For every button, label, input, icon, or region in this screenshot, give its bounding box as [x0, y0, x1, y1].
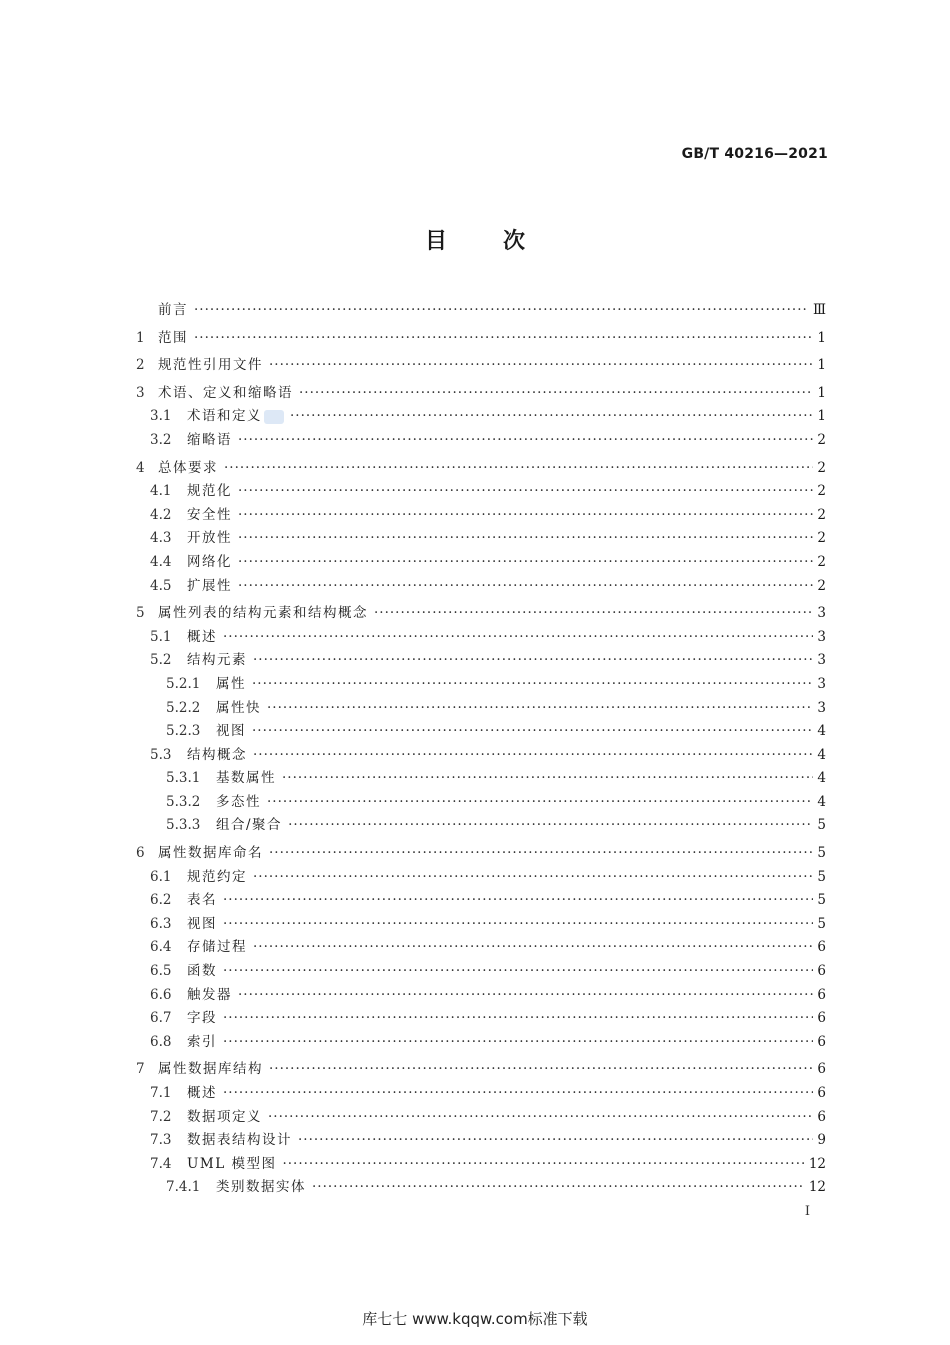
toc-entry[interactable]	[136, 1128, 826, 1152]
toc-entry-page: 2	[817, 553, 826, 570]
highlight-mark-icon	[264, 410, 284, 424]
toc-entry[interactable]	[136, 1105, 826, 1129]
toc-entry-page: 5	[817, 817, 826, 834]
toc-entry[interactable]	[136, 326, 826, 350]
toc-dot-leader	[223, 963, 813, 979]
toc-entry-number: 5.3.1	[166, 770, 201, 787]
toc-entry-page: 6	[817, 1033, 826, 1050]
toc-dot-leader	[269, 845, 813, 861]
toc-entry-page: 4	[817, 770, 826, 787]
toc-entry-title: 视图	[187, 915, 217, 932]
toc-entry-title: 开放性	[187, 530, 232, 547]
toc-entry-number: 7.3	[150, 1132, 172, 1149]
toc-dot-leader	[267, 700, 813, 716]
toc-entry[interactable]	[136, 456, 826, 480]
toc-entry[interactable]	[136, 298, 826, 322]
toc-dot-leader	[252, 676, 813, 692]
toc-dot-leader	[253, 652, 813, 668]
toc-entry-number: 5.1	[150, 628, 172, 645]
toc-entry[interactable]	[136, 404, 826, 428]
toc-entry-page: 1	[817, 357, 826, 374]
toc-entry-page: 6	[817, 1108, 826, 1125]
toc-dot-leader	[224, 460, 813, 476]
toc-entry-page: 3	[817, 652, 826, 669]
toc-entry-number: 3.1	[150, 408, 172, 425]
toc-entry-page: 4	[817, 793, 826, 810]
toc-entry[interactable]	[136, 428, 826, 452]
toc-entry[interactable]	[136, 672, 826, 696]
toc-entry-number: 3	[136, 384, 145, 401]
toc-dot-leader	[269, 1061, 813, 1077]
toc-entry[interactable]	[136, 865, 826, 889]
toc-entry-title: 组合/聚合	[216, 817, 283, 834]
toc-entry[interactable]	[136, 1006, 826, 1030]
toc-entry-page: 5	[817, 868, 826, 885]
toc-entry[interactable]	[136, 959, 826, 983]
toc-entry-number: 5.3	[150, 746, 172, 763]
toc-entry-title: 前言	[158, 302, 188, 318]
table-of-contents	[136, 298, 826, 1199]
toc-entry-page: 6	[817, 1010, 826, 1027]
toc-entry-page: 2	[817, 506, 826, 523]
toc-entry-title: 表名	[187, 892, 217, 909]
toc-entry[interactable]	[136, 1081, 826, 1105]
toc-entry[interactable]	[136, 719, 826, 743]
toc-entry[interactable]	[136, 935, 826, 959]
toc-entry-number: 3.2	[150, 431, 172, 448]
toc-entry-title: 视图	[216, 723, 246, 740]
toc-dot-leader	[223, 1010, 813, 1026]
toc-entry-number: 5.2.1	[166, 675, 201, 692]
toc-entry[interactable]	[136, 526, 826, 550]
toc-entry-page: 6	[817, 963, 826, 980]
toc-entry-page: 3	[817, 605, 826, 622]
toc-entry[interactable]	[136, 1175, 826, 1199]
toc-entry-title: 缩略语	[187, 431, 232, 448]
toc-dot-leader	[238, 432, 813, 448]
toc-entry-page: 4	[817, 746, 826, 763]
toc-entry-title: 术语、定义和缩略语	[158, 384, 293, 401]
toc-entry[interactable]	[136, 381, 826, 405]
toc-dot-leader	[267, 794, 813, 810]
toc-entry[interactable]	[136, 574, 826, 598]
toc-entry[interactable]	[136, 912, 826, 936]
toc-entry-page: 12	[808, 1155, 826, 1172]
toc-entry[interactable]	[136, 1030, 826, 1054]
toc-entry-title: 扩展性	[187, 577, 232, 594]
toc-entry-title: 规范约定	[187, 868, 247, 885]
toc-entry-number: 6.3	[150, 915, 172, 932]
toc-entry-title: 规范化	[187, 483, 232, 500]
toc-entry-number: 4.3	[150, 530, 172, 547]
toc-entry-number: 5.2	[150, 652, 172, 669]
toc-dot-leader	[194, 302, 809, 318]
toc-entry-number: 6.7	[150, 1010, 172, 1027]
toc-entry-page: 2	[817, 577, 826, 594]
toc-entry-number: 6.6	[150, 986, 172, 1003]
toc-entry-page: 2	[817, 530, 826, 547]
toc-entry-number: 5.2.2	[166, 699, 201, 716]
toc-entry-title: 触发器	[187, 986, 232, 1003]
toc-dot-leader	[269, 357, 813, 373]
toc-entry-title: UML 模型图	[187, 1155, 277, 1172]
toc-entry-page: 5	[817, 892, 826, 909]
toc-entry-number: 4.2	[150, 506, 172, 523]
toc-entry-page: 6	[817, 1085, 826, 1101]
toc-entry[interactable]	[136, 983, 826, 1007]
toc-entry-title: 结构概念	[187, 746, 247, 763]
toc-dot-leader	[312, 1179, 805, 1195]
toc-dot-leader	[238, 507, 813, 523]
toc-entry-title: 类别数据实体	[216, 1179, 306, 1196]
toc-entry-number: 6.5	[150, 963, 172, 980]
toc-entry-title: 属性数据库结构	[158, 1061, 263, 1078]
toc-entry[interactable]	[136, 648, 826, 672]
toc-entry-number: 6.2	[150, 892, 172, 909]
toc-entry-number: 7.2	[150, 1108, 172, 1125]
toc-entry-page: 3	[817, 628, 826, 645]
toc-entry-number: 1	[136, 329, 145, 346]
toc-entry-number: 5.2.3	[166, 723, 201, 740]
toc-entry-number: 4.4	[150, 553, 172, 570]
toc-entry-page: 2	[817, 459, 826, 476]
toc-entry-page: 2	[817, 483, 826, 500]
toc-entry-page: 12	[808, 1179, 826, 1196]
toc-entry[interactable]	[136, 888, 826, 912]
toc-dot-leader	[238, 530, 813, 546]
toc-dot-leader	[223, 892, 813, 908]
toc-entry[interactable]	[136, 841, 826, 865]
toc-entry-number: 7	[136, 1061, 145, 1078]
toc-entry[interactable]	[136, 353, 826, 377]
toc-dot-leader	[282, 770, 813, 786]
toc-dot-leader	[223, 1085, 813, 1101]
toc-entry-page: 5	[817, 845, 826, 862]
toc-entry-title: 网络化	[187, 553, 232, 570]
toc-entry-page: 6	[817, 939, 826, 956]
toc-entry[interactable]	[136, 813, 826, 837]
toc-dot-leader	[238, 987, 813, 1003]
toc-entry-title: 安全性	[187, 506, 232, 523]
toc-dot-leader	[288, 817, 813, 833]
toc-entry-number: 7.4	[150, 1155, 172, 1172]
toc-entry-title: 字段	[187, 1010, 217, 1027]
toc-dot-leader	[299, 385, 813, 401]
toc-entry-title: 结构元素	[187, 652, 247, 669]
toc-entry[interactable]	[136, 479, 826, 503]
page-number: I	[804, 1204, 810, 1219]
toc-entry-number: 4.1	[150, 483, 172, 500]
footer-watermark[interactable]: 库七七 www.kqqw.com标准下载	[362, 1310, 588, 1328]
standard-code: GB/T 40216—2021	[681, 146, 828, 162]
toc-entry-title: 属性快	[216, 699, 261, 716]
toc-entry-title: 数据表结构设计	[187, 1132, 292, 1149]
toc-entry-number: 4	[136, 459, 145, 476]
toc-entry[interactable]	[136, 766, 826, 790]
toc-dot-leader	[253, 939, 813, 955]
toc-dot-leader	[194, 330, 813, 346]
toc-entry-page: 5	[817, 915, 826, 932]
toc-entry[interactable]	[136, 503, 826, 527]
toc-entry-title: 存储过程	[187, 939, 247, 956]
toc-entry-number: 7.4.1	[166, 1179, 201, 1196]
toc-dot-leader	[223, 916, 813, 932]
toc-entry-page: 2	[817, 431, 826, 448]
toc-entry-number: 5.3.3	[166, 817, 201, 834]
toc-entry-title: 基数属性	[216, 770, 276, 787]
toc-entry-title: 索引	[187, 1033, 217, 1050]
toc-dot-leader	[374, 605, 813, 621]
toc-entry[interactable]	[136, 743, 826, 767]
toc-entry-title: 总体要求	[158, 459, 218, 476]
toc-entry-page: 3	[817, 675, 826, 692]
toc-dot-leader	[238, 578, 813, 594]
toc-entry-page: 1	[817, 329, 826, 346]
toc-entry-number: 4.5	[150, 577, 172, 594]
toc-entry-page: 3	[817, 699, 826, 716]
toc-entry-number: 6.4	[150, 939, 172, 956]
toc-entry-page: 1	[817, 408, 826, 425]
toc-dot-leader	[252, 723, 813, 739]
toc-entry[interactable]	[136, 550, 826, 574]
toc-entry-page: Ⅲ	[812, 302, 826, 318]
toc-entry-title: 函数	[187, 963, 217, 980]
toc-entry-page: 1	[817, 384, 826, 401]
toc-entry[interactable]	[136, 696, 826, 720]
toc-entry-page: 6	[817, 1061, 826, 1078]
toc-entry-title: 范围	[158, 329, 188, 346]
toc-entry-title: 多态性	[216, 793, 261, 810]
toc-dot-leader	[238, 554, 813, 570]
toc-entry-title: 概述	[187, 1085, 217, 1101]
toc-entry-title: 属性	[216, 675, 246, 692]
toc-entry[interactable]	[136, 625, 826, 649]
toc-entry[interactable]	[136, 790, 826, 814]
toc-entry-title: 概述	[187, 628, 217, 645]
toc-entry-number: 2	[136, 357, 145, 374]
toc-entry-number: 7.1	[150, 1085, 172, 1101]
toc-entry-page: 9	[817, 1132, 826, 1149]
toc-entry-number: 6.8	[150, 1033, 172, 1050]
toc-dot-leader	[282, 1156, 804, 1172]
toc-entry-page: 6	[817, 986, 826, 1003]
toc-dot-leader	[238, 483, 813, 499]
page-title: 目次	[424, 229, 581, 254]
toc-entry[interactable]	[136, 1057, 826, 1081]
toc-dot-leader	[253, 747, 813, 763]
toc-dot-leader	[223, 1034, 813, 1050]
toc-entry-number: 5	[136, 605, 145, 622]
toc-entry-number: 6	[136, 845, 145, 862]
toc-entry[interactable]	[136, 1152, 826, 1176]
toc-dot-leader	[268, 1109, 813, 1125]
toc-entry-title: 术语和定义	[187, 404, 290, 424]
toc-entry-title: 属性数据库命名	[158, 845, 263, 862]
toc-entry-page: 4	[817, 723, 826, 740]
toc-entry[interactable]	[136, 601, 826, 625]
toc-entry-number: 6.1	[150, 868, 172, 885]
toc-dot-leader	[223, 629, 813, 645]
toc-dot-leader	[298, 1132, 813, 1148]
toc-entry-title: 数据项定义	[187, 1108, 262, 1125]
toc-dot-leader	[290, 408, 813, 424]
toc-entry-title: 规范性引用文件	[158, 357, 263, 374]
toc-entry-number: 5.3.2	[166, 793, 201, 810]
toc-entry-title: 属性列表的结构元素和结构概念	[158, 605, 368, 622]
toc-dot-leader	[253, 869, 813, 885]
